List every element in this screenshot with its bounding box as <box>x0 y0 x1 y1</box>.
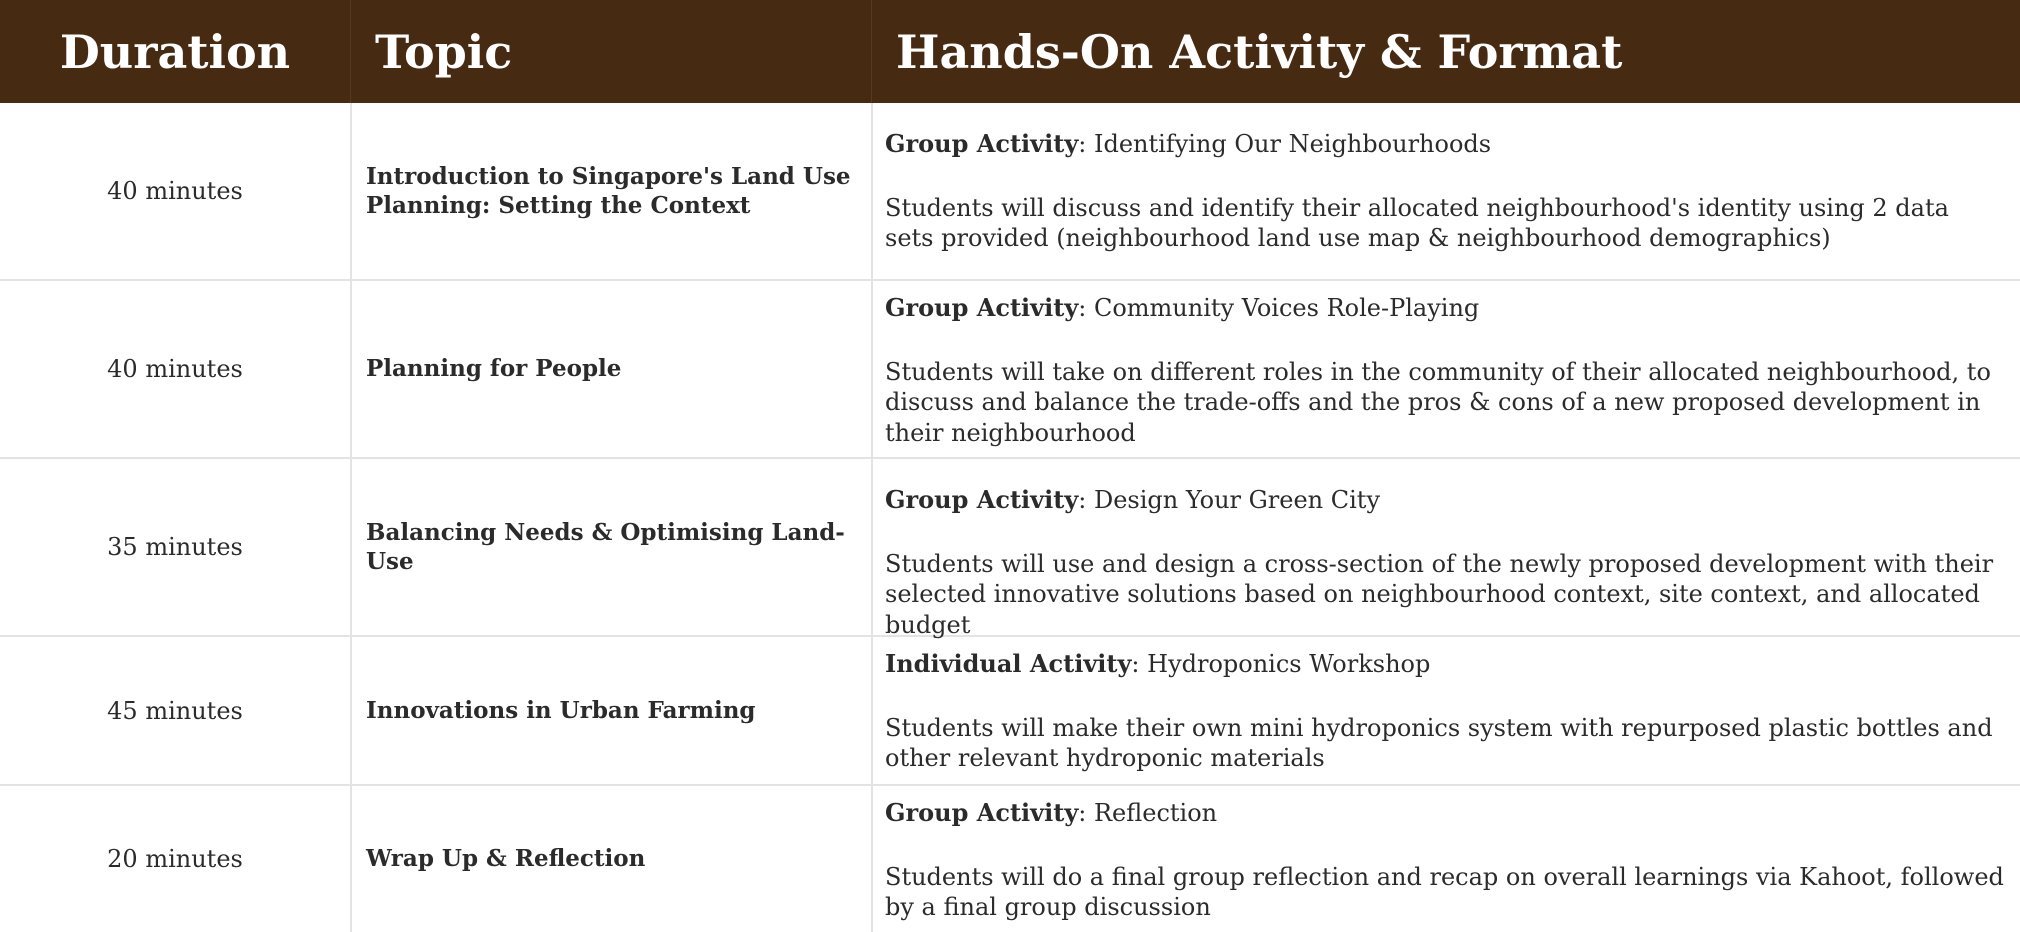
activity-name: : Identifying Our Neighbourhoods <box>1078 130 1492 158</box>
activity-cell <box>871 103 2020 281</box>
header-duration: Duration <box>0 0 350 103</box>
header-activity: Hands-On Activity & Format <box>871 0 2020 103</box>
activity-cell <box>871 459 2020 637</box>
activity-name: : Hydroponics Workshop <box>1131 650 1431 678</box>
topic-cell: Innovations in Urban Farming <box>350 637 871 786</box>
activity-title <box>885 649 2004 679</box>
duration-cell: 20 minutes <box>107 845 243 873</box>
header-topic: Topic <box>350 0 871 103</box>
activity-title <box>885 798 2004 828</box>
topic-cell: Wrap Up & Reflection <box>350 786 871 932</box>
activity-type: Group Activity <box>885 485 1079 514</box>
topic-cell: Planning for People <box>350 281 871 459</box>
topic-cell: Balancing Needs & Optimising Land-Use <box>350 459 871 637</box>
activity-type: Group Activity <box>885 293 1079 322</box>
duration-cell: 40 minutes <box>0 281 350 459</box>
activity-type: Group Activity <box>885 129 1079 158</box>
activity-description: Students will make their own mini hydroponics system with repurposed plastic bottles and other relevant hydroponic materials <box>885 714 1993 773</box>
activity-cell <box>871 637 2020 786</box>
activity-type: Individual Activity <box>885 649 1132 678</box>
duration-cell: 35 minutes <box>0 459 350 637</box>
activity-type: Group Activity <box>885 798 1079 827</box>
topic-cell: Introduction to Singapore's Land Use Planning: Setting the Context <box>350 103 871 281</box>
activity-title <box>885 485 2004 515</box>
duration-cell: 45 minutes <box>0 637 350 786</box>
activity-description: Students will use and design a cross-section of the newly proposed development with their selected innovative solutions based on neighbourhood context, site context, and allocated budget <box>885 550 1994 639</box>
activity-title <box>885 129 2004 159</box>
activity-description: Students will discuss and identify their allocated neighbourhood's identity using 2 data sets provided (neighbourhood land use map & neighbourhood demographics) <box>885 194 1949 253</box>
activity-name: : Community Voices Role-Playing <box>1078 294 1480 322</box>
activity-cell <box>871 281 2020 459</box>
activity-title <box>885 293 2004 323</box>
activity-name: : Reflection <box>1078 799 1218 827</box>
activity-name: : Design Your Green City <box>1078 486 1381 514</box>
activity-description: Students will take on different roles in the community of their allocated neighbourhood, to discuss and balance the trade-offs and the pros & cons of a new proposed development in their neighbourhood <box>885 358 1991 447</box>
duration-cell: 40 minutes <box>0 103 350 281</box>
activity-cell <box>871 786 2020 932</box>
activity-description: Students will do a final group reflection and recap on overall learnings via Kahoot, followed by a final group discussion <box>885 863 2004 922</box>
